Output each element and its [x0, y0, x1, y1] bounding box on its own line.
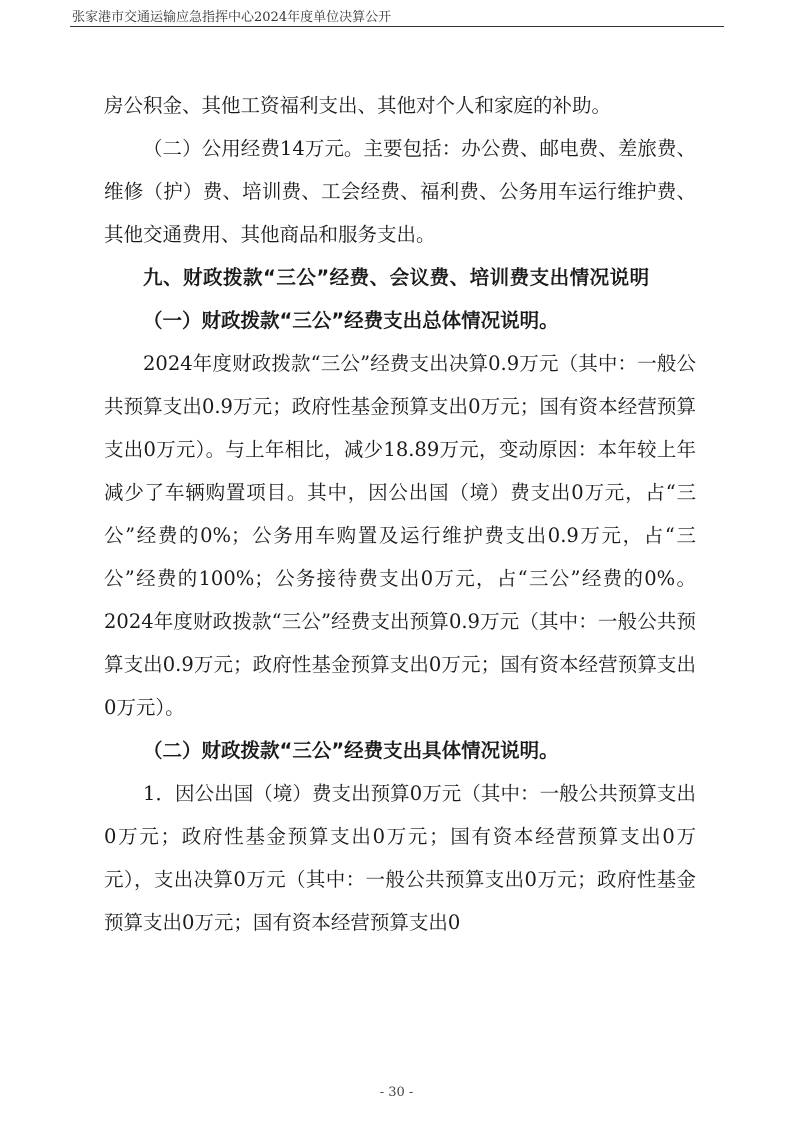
document-body: [104, 84, 696, 944]
paragraph-public-funds: （二）公用经费14万元。主要包括：办公费、邮电费、差旅费、维修（护）费、培训费、工会经费、福利费、公务用车运行维护费、其他交通费用、其他商品和服务支出。: [104, 137, 696, 246]
paragraph-overall-detail: 2024年度财政拨款“三公”经费支出决算0.9万元（其中：一般公共预算支出0.9万元；政府性基金预算支出0万元；国有资本经营预算支出0万元）。与上年相比，减少18.89万元，变动原因：本年较上年减少了车辆购置项目。其中，因公出国（境）费支出0万元，占“三公”经费的0%；公务用车购置及运行维护费支出0.9万元，占“三公”经费的100%；公务接待费支出0万元，占“三公”经费的0%。2024年度财政拨款“三公”经费支出预算0.9万元（其中：一般公共预算支出0.9万元；政府性基金预算支出0万元；国有资本经营预算支出0万元）。: [104, 352, 696, 719]
paragraph-overseas-travel: 1．因公出国（境）费支出预算0万元（其中：一般公共预算支出0万元；政府性基金预算支出0万元；国有资本经营预算支出0万元），支出决算0万元（其中：一般公共预算支出0万元；政府性基金预算支出0万元；国有资本经营预算支出0: [104, 782, 696, 934]
page-header-title: 张家港市交通运输应急指挥中心2024年度单位决算公开: [72, 10, 392, 25]
subheading-specific: （二）财政拨款“三公”经费支出具体情况说明。: [143, 739, 559, 762]
paragraph-continuation: 房公积金、其他工资福利支出、其他对个人和家庭的补助。: [104, 94, 612, 117]
header-divider: [70, 26, 724, 27]
page-number: - 30 -: [379, 1085, 414, 1100]
section-heading-nine: 九、财政拨款“三公”经费、会议费、培训费支出情况说明: [143, 266, 650, 289]
subheading-overall: （一）财政拨款“三公”经费支出总体情况说明。: [143, 309, 559, 332]
